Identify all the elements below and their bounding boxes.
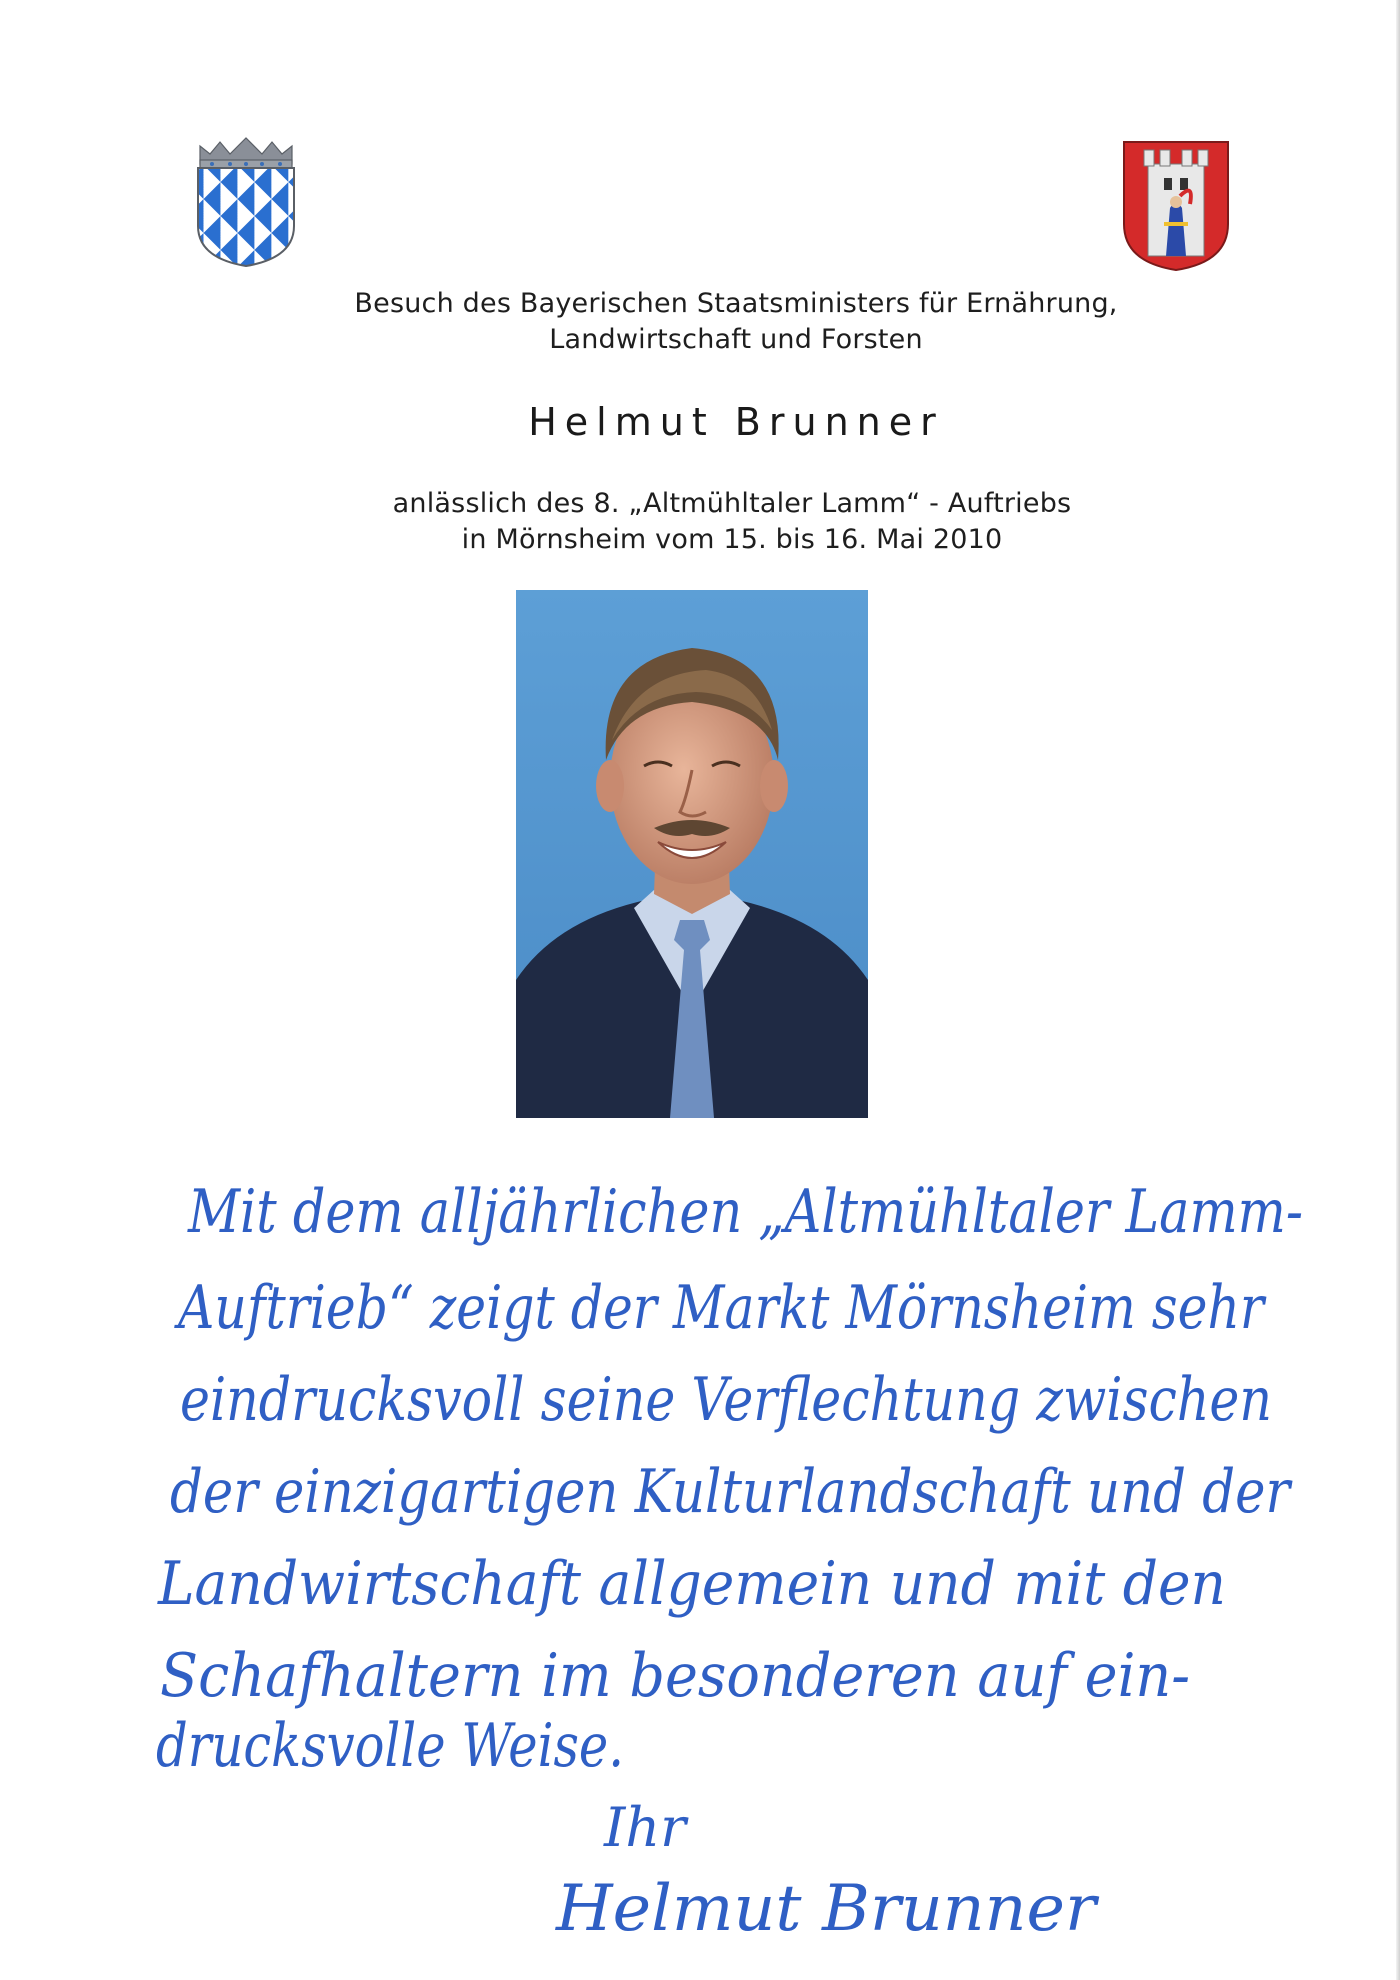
moernsheim-coat-of-arms-icon [1120,138,1232,274]
event-line-2: in Mörnsheim vom 15. bis 16. Mai 2010 [461,524,1003,555]
portrait-photo [516,590,868,1118]
handwriting-line: Landwirtschaft allgemein und mit den [157,1549,1226,1619]
bavaria-coat-of-arms-icon [190,134,302,270]
closing: Ihr [604,1796,686,1859]
header-line-1: Besuch des Bayerischen Staatsministers für Ernährung, [354,288,1118,319]
event-line-1: anlässlich des 8. „Altmühltaler Lamm“ - Auftriebs [392,488,1072,519]
handwriting-line: Mit dem alljährlichen „Altmühltaler Lamm- [187,1177,1303,1247]
header-line-2: Landwirtschaft und Forsten [549,324,923,355]
handwriting-line: der einzigartigen Kulturlandschaft und der [170,1457,1293,1527]
handwriting-line: eindrucksvoll seine Verflechtung zwischen [180,1365,1272,1435]
minister-name: Helmut Brunner [528,400,944,444]
handwriting-line: drucksvolle Weise. [156,1711,624,1781]
handwriting-line: Auftrieb“ zeigt der Markt Mörnsheim sehr [173,1273,1267,1343]
handwriting-line: Schafhaltern im besonderen auf ein- [160,1641,1190,1711]
signature: Helmut Brunner [554,1872,1100,1946]
